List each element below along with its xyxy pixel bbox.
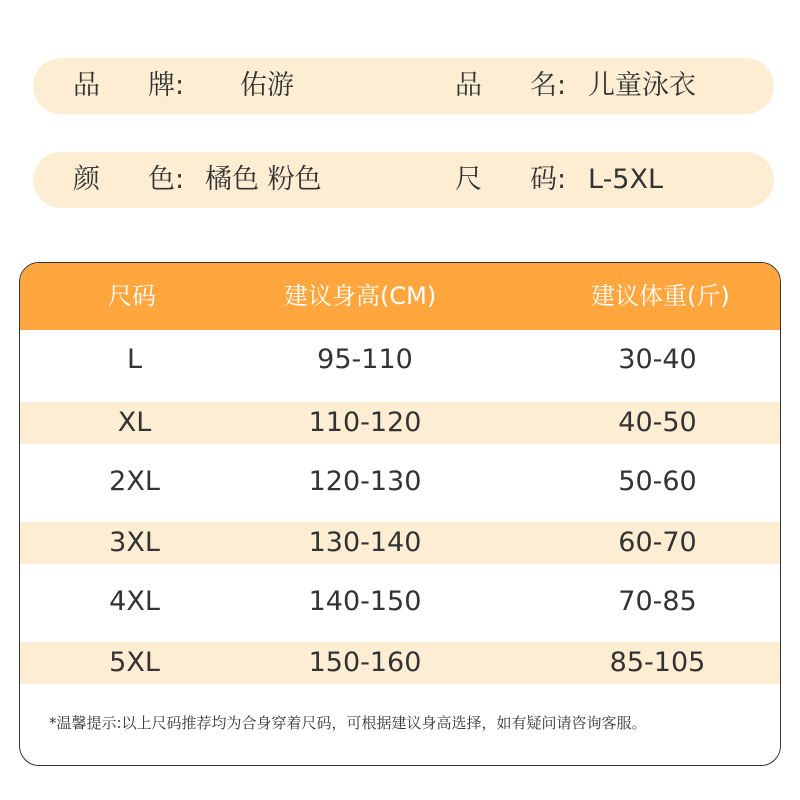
cell-size: 4XL	[109, 586, 160, 617]
cell-size: 3XL	[109, 527, 160, 558]
cell-height: 95-110	[317, 344, 413, 375]
cell-weight: 40-50	[618, 407, 697, 438]
table-row	[20, 522, 780, 564]
size-label-char: 尺	[455, 164, 482, 195]
cell-weight: 60-70	[618, 527, 697, 558]
cell-height: 120-130	[308, 466, 422, 497]
info-row-color-size	[33, 152, 774, 208]
header-weight: 建议体重(斤)	[591, 282, 730, 310]
cell-weight: 50-60	[618, 466, 697, 497]
color-label	[73, 152, 184, 208]
color-value: 橘色 粉色	[205, 164, 322, 195]
header-height: 建议身高(CM)	[284, 282, 437, 310]
table-row	[20, 402, 780, 444]
size-tip-note: *温馨提示:以上尺码推荐均为合身穿着尺码，可根据建议身高选择，如有疑问请咨询客服。	[49, 714, 647, 732]
color-label-char: 颜	[73, 164, 100, 195]
cell-size: L	[126, 344, 143, 375]
brand-value: 佑游	[240, 70, 294, 101]
product-name-label-char: 品	[455, 70, 482, 101]
info-row-brand-name	[33, 58, 774, 114]
table-row	[20, 330, 780, 390]
product-name-value: 儿童泳衣	[588, 70, 696, 101]
size-chart-table	[19, 262, 781, 766]
table-row	[20, 572, 780, 632]
size-value: L-5XL	[588, 164, 664, 195]
table-row	[20, 452, 780, 512]
cell-size: 5XL	[109, 647, 160, 678]
table-header	[20, 263, 780, 330]
header-size: 尺码	[108, 282, 156, 310]
product-name-label-char: 名:	[530, 70, 567, 101]
cell-height: 110-120	[308, 407, 422, 438]
size-label-char: 码:	[530, 164, 567, 195]
table-row	[20, 642, 780, 684]
cell-size: XL	[117, 407, 152, 438]
brand-label-char: 牌:	[148, 70, 185, 101]
cell-height: 150-160	[308, 647, 422, 678]
cell-size: 2XL	[109, 466, 160, 497]
product-name-label	[455, 58, 566, 114]
size-label	[455, 152, 566, 208]
cell-weight: 30-40	[618, 344, 697, 375]
cell-height: 140-150	[308, 586, 422, 617]
brand-label-char: 品	[73, 70, 100, 101]
cell-weight: 85-105	[609, 647, 706, 678]
color-label-char: 色:	[148, 164, 185, 195]
cell-weight: 70-85	[618, 586, 697, 617]
brand-label	[73, 58, 184, 114]
cell-height: 130-140	[308, 527, 422, 558]
